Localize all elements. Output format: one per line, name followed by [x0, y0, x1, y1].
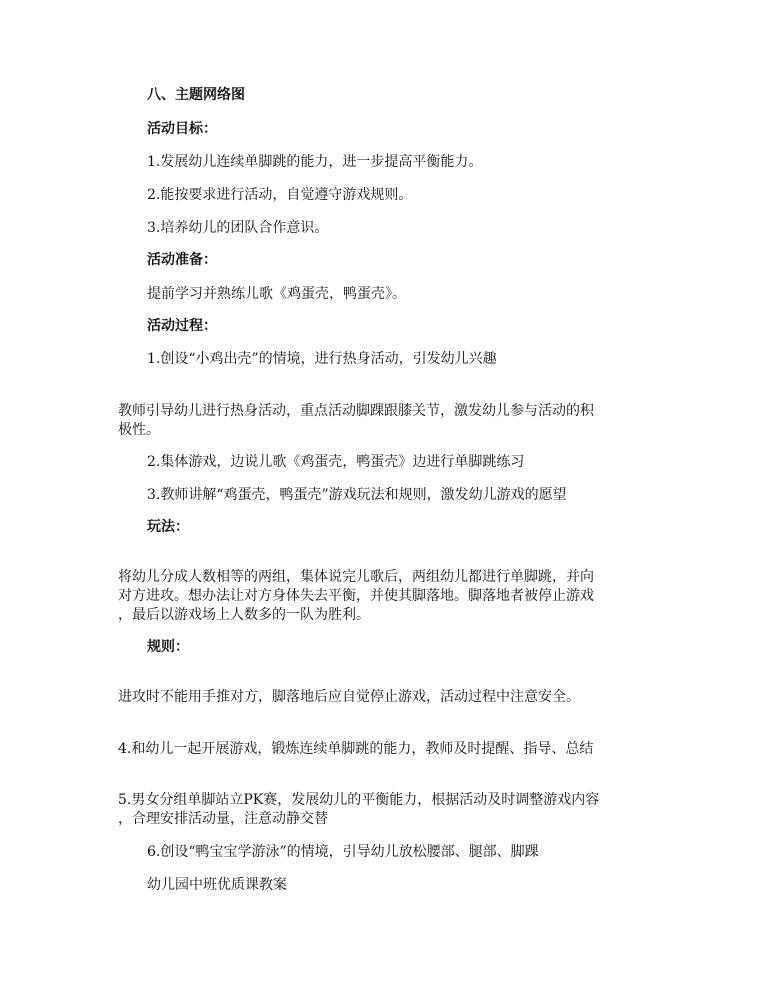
rules-text: 进攻时不能用手推对方，脚落地后应自觉停止游戏，活动过程中注意安全。: [118, 689, 580, 705]
goal-item: 2.能按要求进行活动，自觉遵守游戏规则。: [147, 187, 413, 203]
play-text-line: ，最后以游戏场上人数多的一队为胜利。: [118, 607, 370, 623]
process-label: 活动过程：: [147, 318, 217, 334]
play-text-line: 将幼儿分成人数相等的两组，集体说完儿歌后，两组幼儿都进行单脚跳，并向: [118, 569, 594, 585]
process-step-5-line: ，合理安排活动量，注意动静交替: [118, 811, 328, 827]
goal-item: 1.发展幼儿连续单脚跳的能力，进一步提高平衡能力。: [147, 154, 483, 170]
play-text-line: 对方进攻。想办法让对方身体失去平衡，并使其脚落地。脚落地者被停止游戏: [118, 588, 594, 604]
section-heading: 八、主题网络图: [147, 87, 245, 103]
prep-label: 活动准备：: [147, 252, 217, 268]
step1-detail-line: 极性。: [118, 422, 160, 438]
prep-text: 提前学习并熟练儿歌《鸡蛋壳，鸭蛋壳》。: [147, 286, 406, 302]
process-step-5-line: 5.男女分组单脚站立PK赛，发展幼儿的平衡能力，根据活动及时调整游戏内容: [118, 792, 600, 808]
rules-label: 规则：: [147, 639, 189, 655]
goals-label: 活动目标：: [147, 121, 217, 137]
document-footer-title: 幼儿园中班优质课教案: [147, 877, 287, 893]
process-step-4: 4.和幼儿一起开展游戏，锻炼连续单脚跳的能力，教师及时提醒、指导、总结: [118, 741, 594, 757]
process-step-3: 3.教师讲解“鸡蛋壳，鸭蛋壳”游戏玩法和规则，激发幼儿游戏的愿望: [147, 487, 567, 503]
play-label: 玩法：: [147, 519, 189, 535]
goal-item: 3.培养幼儿的团队合作意识。: [147, 220, 329, 236]
process-step-1: 1.创设“小鸡出壳”的情境，进行热身活动，引发幼儿兴趣: [147, 351, 497, 367]
step1-detail-line: 教师引导幼儿进行热身活动，重点活动脚踝跟膝关节，激发幼儿参与活动的积: [118, 403, 594, 419]
process-step-2: 2.集体游戏，边说儿歌《鸡蛋壳，鸭蛋壳》边进行单脚跳练习: [147, 454, 525, 470]
process-step-6: 6.创设“鸭宝宝学游泳”的情境，引导幼儿放松腰部、腿部、脚踝: [147, 844, 539, 860]
